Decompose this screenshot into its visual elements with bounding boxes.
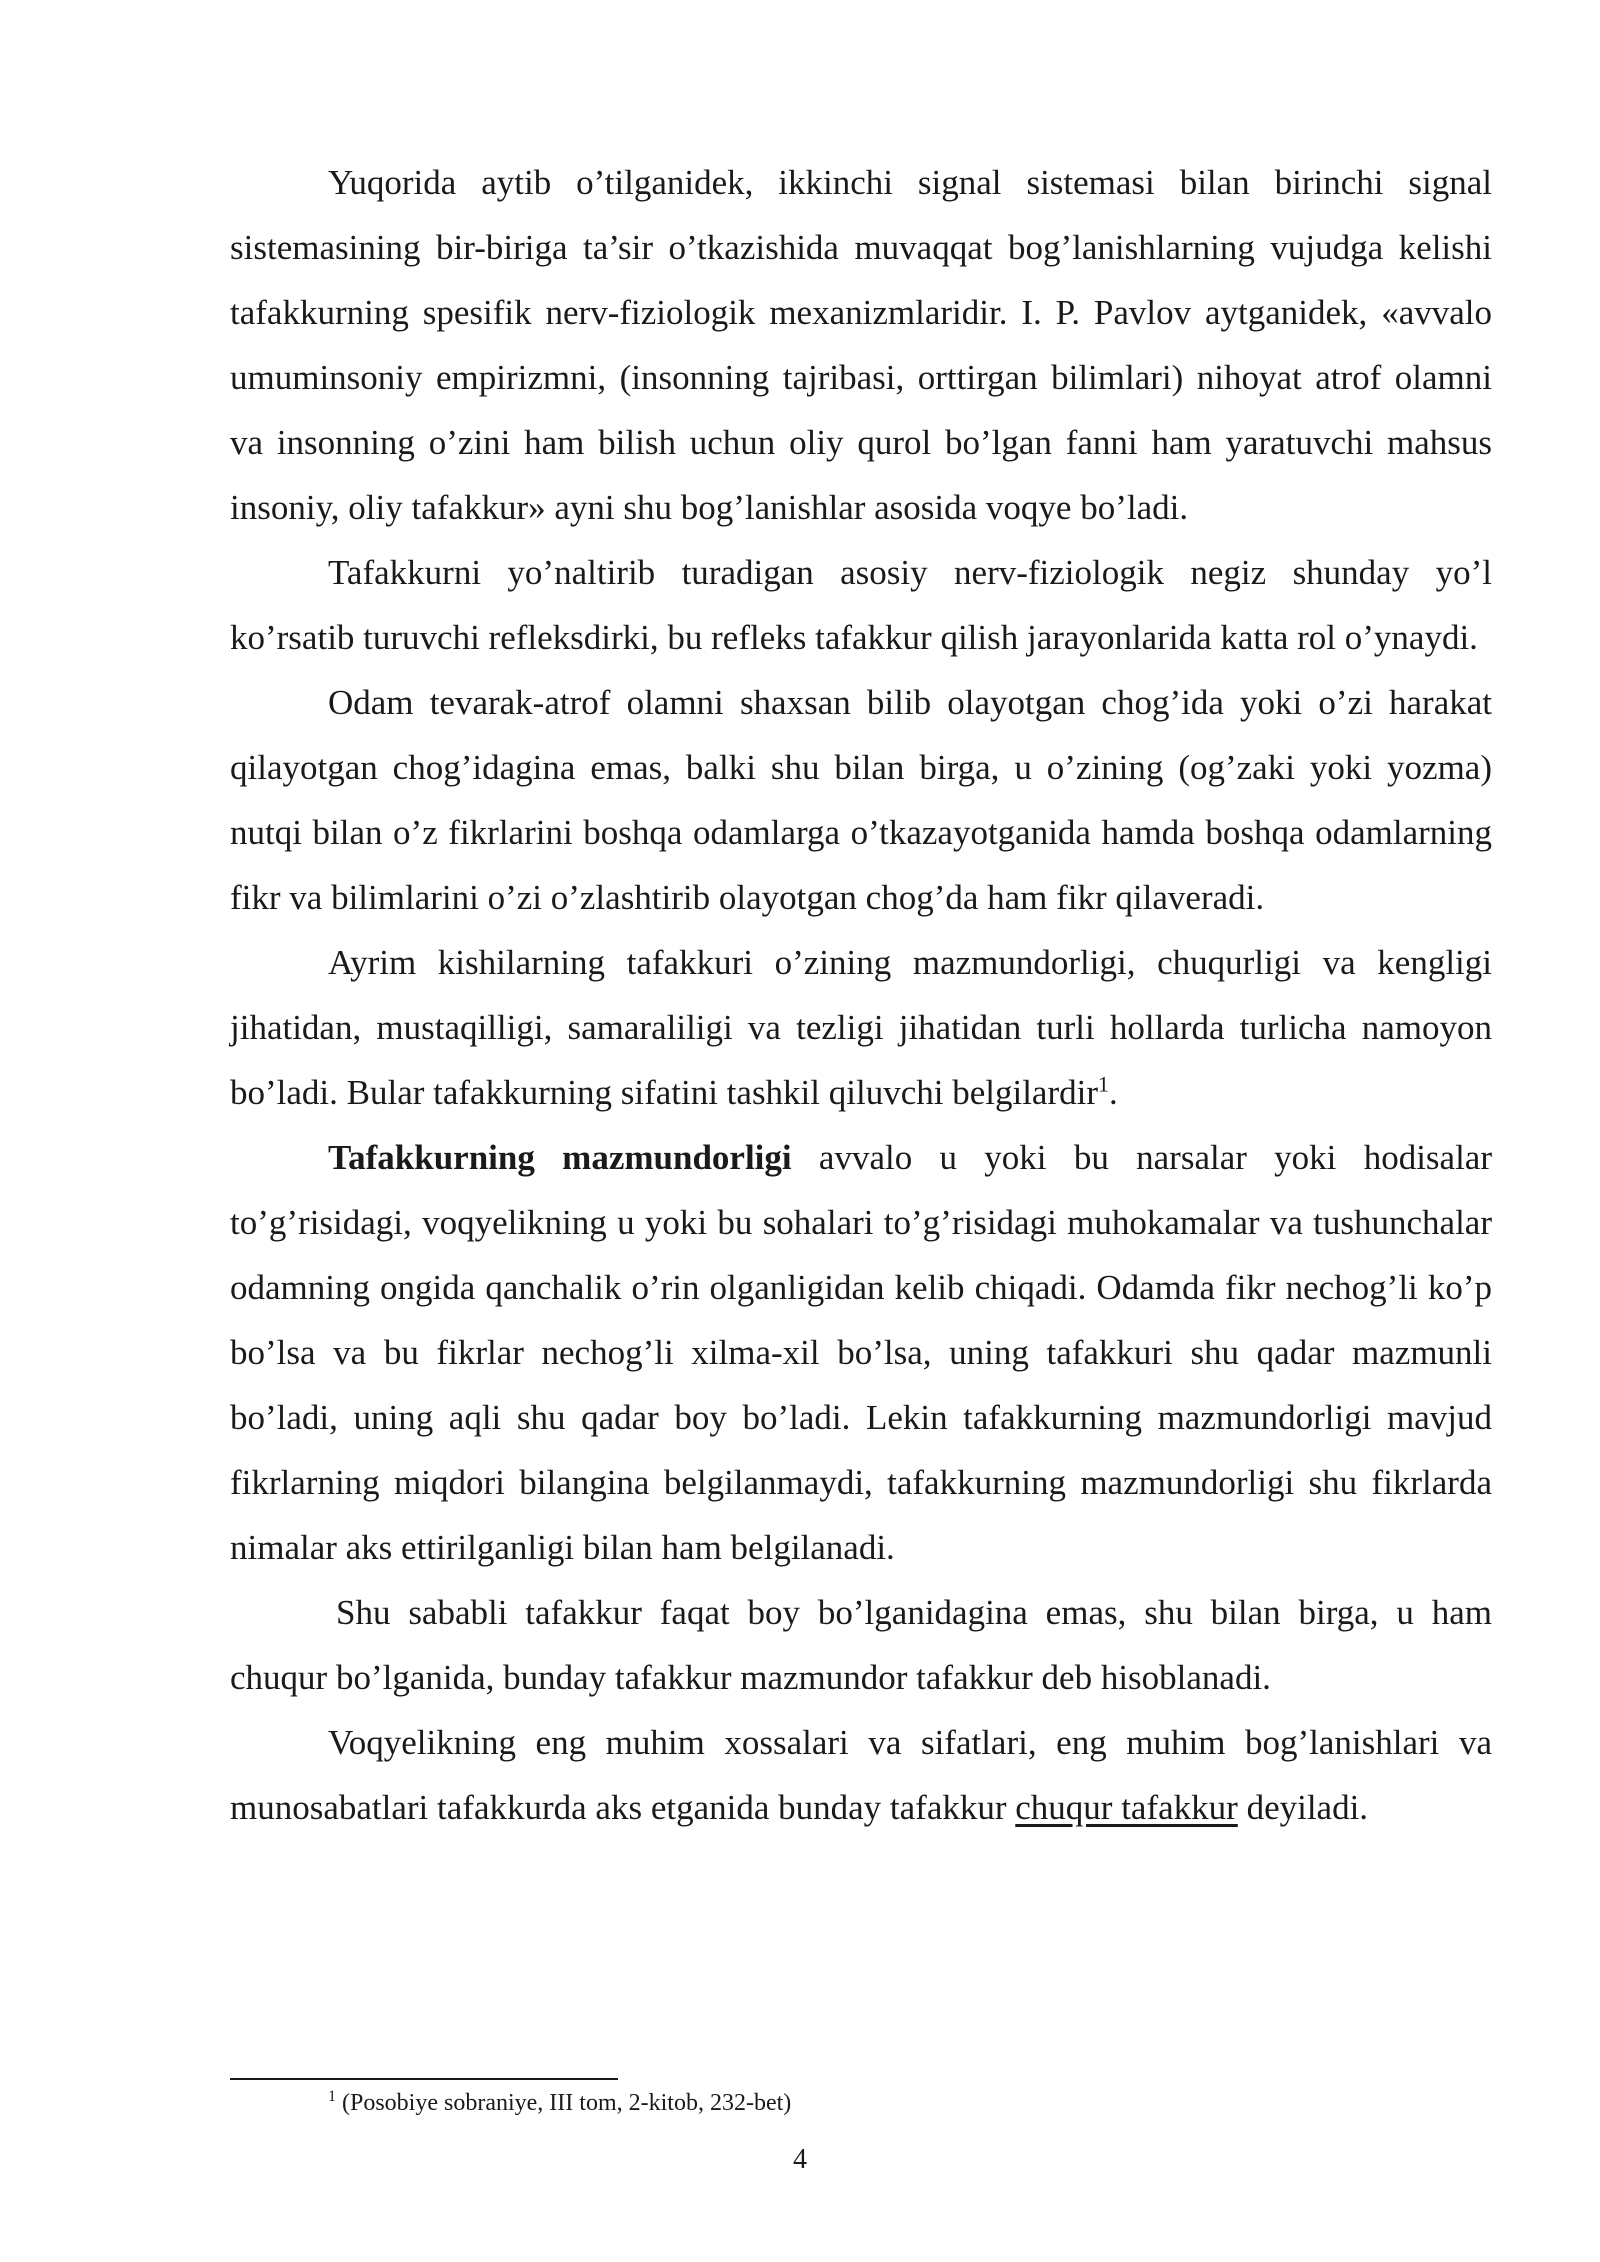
paragraph-7-end: deyiladi. bbox=[1237, 1788, 1369, 1827]
paragraph-3: Odam tevarak-atrof olamni shaxsan bilib olayotgan chog’ida yoki o’zi harakat qilayotgan chog’idagina emas, balki shu bilan birga, u o’zining (og’zaki yoki yozma) nutqi bilan o’z fikrlarini boshqa odamlarga o’tkazayotganida hamda boshqa odamlarning fikr va bilimlarini o’zi o’zlashtirib olayotgan chog’da ham fikr qilaveradi. bbox=[230, 683, 1492, 917]
paragraph-1: Yuqorida aytib o’tilganidek, ikkinchi signal sistemasi bilan birinchi signal sistemasining bir-biriga ta’sir o’tkazishida muvaqqat bog’lanishlarning vujudga kelishi tafakkurning spesifik nerv-fiziologik mexanizmlaridir. I. P. Pavlov aytganidek, «avvalo umuminsoniy empirizmni, (insonning tajribasi, orttirgan bilimlari) nihoyat atrof olamni va insonning o’zini ham bilish uchun oliy qurol bo’lgan fanni ham yaratuvchi mahsus insoniy, oliy tafakkur» ayni shu bog’lanishlar asosida voqye bo’ladi. bbox=[230, 163, 1492, 527]
footnote-separator bbox=[230, 2078, 618, 2080]
footnote-text: (Posobiye sobraniye, III tom, 2-kitob, 232-bet) bbox=[336, 2090, 792, 2116]
paragraph-5-text: avvalo u yoki bu narsalar yoki hodisalar to’g’risidagi, voqyelikning u yoki bu sohalari to’g’risidagi muhokamalar va tushunchalar odamning ongida qanchalik o’rin olganligidan kelib chiqadi. Odamda fikr nechog’li ko’p bo’lsa va bu fikrlar nechog’li xilma-xil bo’lsa, uning tafakkuri shu qadar mazmunli bo’ladi, uning aqli shu qadar boy bo’ladi. Lekin tafakkurning mazmundorligi mavjud fikrlarning miqdori bilangina belgilanmaydi, tafakkurning mazmundorligi shu fikrlarda nimalar aks ettirilganligi bilan ham belgilanadi. bbox=[230, 1138, 1492, 1567]
paragraph-4-text: Ayrim kishilarning tafakkuri o’zining mazmundorligi, chuqurligi va kengligi jihatidan, mustaqilligi, samaraliligi va tezligi jihatidan turli hollarda turlicha namoyon bo’ladi. Bular tafakkurning sifatini tashkil qiluvchi belgilardir bbox=[230, 943, 1492, 1112]
paragraph-6: Shu sababli tafakkur faqat boy bo’lganidagina emas, shu bilan birga, u ham chuqur bo’lganida, bunday tafakkur mazmundor tafakkur deb hisoblanadi. bbox=[230, 1593, 1492, 1697]
footnote-reference: 1 bbox=[1098, 1071, 1109, 1097]
footnote bbox=[328, 2085, 791, 2121]
paragraph-4-end: . bbox=[1109, 1073, 1118, 1112]
paragraph-4 bbox=[230, 930, 1492, 1125]
underlined-term: chuqur tafakkur bbox=[1015, 1788, 1238, 1827]
paragraph-7 bbox=[230, 1710, 1492, 1840]
page-number: 4 bbox=[793, 2144, 807, 2175]
paragraph-2: Tafakkurni yo’naltirib turadigan asosiy nerv-fiziologik negiz shunday yo’l ko’rsatib turuvchi refleksdirki, bu refleks tafakkur qilish jarayonlarida katta rol o’ynaydi. bbox=[230, 553, 1492, 657]
paragraph-7-text: Voqyelikning eng muhim xossalari va sifatlari, eng muhim bog’lanishlari va munosabatlari tafakkurda aks etganida bunday tafakkur bbox=[230, 1723, 1492, 1827]
footnote-mark: 1 bbox=[328, 2088, 336, 2105]
page-body bbox=[230, 150, 1492, 1840]
paragraph-5 bbox=[230, 1125, 1492, 1580]
bold-term: Tafakkurning mazmundorligi bbox=[328, 1138, 792, 1177]
